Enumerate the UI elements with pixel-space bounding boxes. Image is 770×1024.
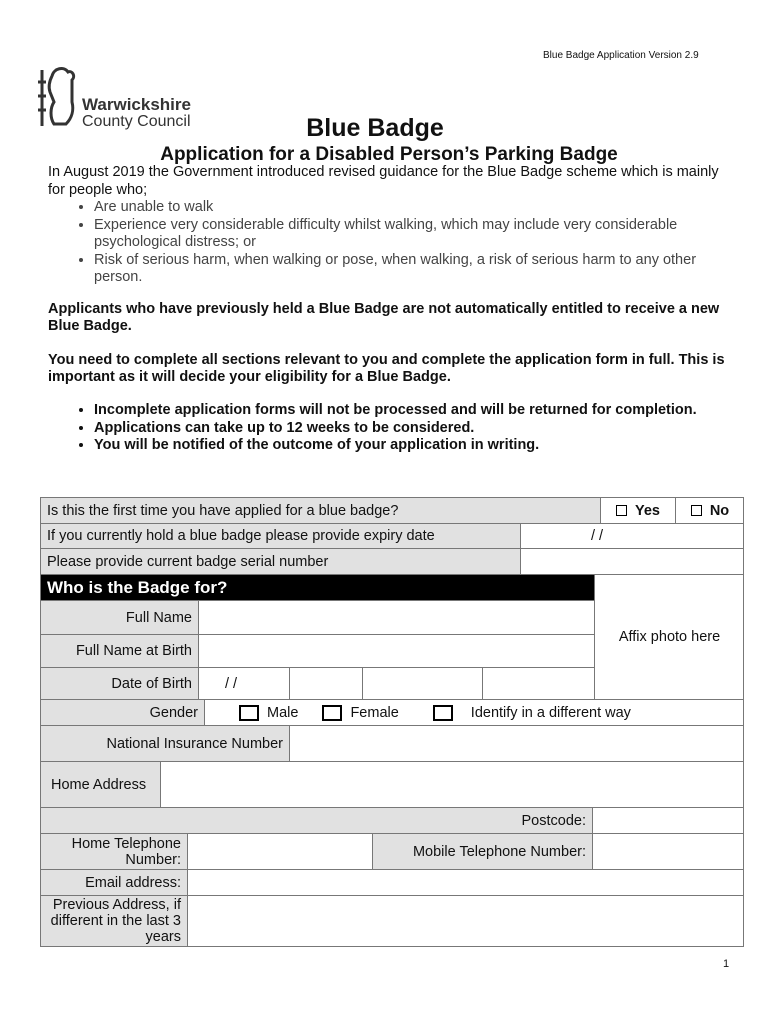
mobile-tel-label: Mobile Telephone Number:	[373, 834, 593, 870]
email-label: Email address:	[41, 870, 188, 896]
other-gender-checkbox[interactable]	[433, 705, 453, 721]
important-bullet: • Applications can take up to 12 weeks to be considered.	[94, 420, 748, 438]
photo-area[interactable]: Affix photo here	[595, 575, 744, 700]
checkbox-icon[interactable]	[691, 505, 702, 516]
dob-label: Date of Birth	[41, 668, 199, 700]
other-gender-label: Identify in a different way	[470, 704, 631, 721]
intro-text: In August 2019 the Government introduced revised guidance for the Blue Badge scheme which is mainly for people who;	[48, 164, 719, 198]
female-checkbox[interactable]	[322, 705, 342, 721]
mobile-tel-input[interactable]	[593, 834, 744, 870]
first-time-question: Is this the first time you have applied for a blue badge?	[41, 498, 601, 524]
checkbox-icon[interactable]	[616, 505, 627, 516]
ni-input[interactable]	[290, 726, 744, 762]
male-label: Male	[267, 704, 299, 721]
intro-section	[48, 164, 738, 287]
home-tel-input[interactable]	[188, 834, 373, 870]
logo-line2: County Council	[82, 113, 191, 130]
home-address-input[interactable]	[161, 762, 744, 808]
female-label: Female	[350, 704, 399, 721]
version-label: Blue Badge Application Version 2.9	[543, 50, 699, 61]
gender-options	[205, 700, 744, 726]
full-name-birth-input[interactable]	[199, 635, 595, 668]
full-name-input[interactable]	[199, 601, 595, 635]
male-checkbox[interactable]	[239, 705, 259, 721]
expiry-date-input[interactable]: / /	[521, 524, 744, 549]
intro-bullet: • Risk of serious harm, when walking or pose, when walking, a risk of serious harm to any other person.	[94, 252, 738, 287]
notice-previous-holders: Applicants who have previously held a Blue Badge are not automatically entitled to receive a new Blue Badge.	[48, 301, 720, 334]
page-title: Blue Badge	[306, 114, 444, 142]
gender-label: Gender	[41, 700, 205, 726]
dob-input[interactable]: / /	[199, 668, 290, 700]
expiry-question: If you currently hold a blue badge please provide expiry date	[41, 524, 521, 549]
intro-bullet: • Experience very considerable difficulty whilst walking, which may include very considerable psychological distress; or	[94, 217, 738, 252]
prev-address-input[interactable]	[188, 896, 744, 946]
first-time-yes-option[interactable]	[601, 498, 676, 524]
important-bullet: • You will be notified of the outcome of your application in writing.	[94, 437, 748, 455]
page-number: 1	[723, 958, 730, 970]
dob-field-3[interactable]	[363, 668, 483, 700]
yes-label: Yes	[635, 502, 660, 519]
full-name-label: Full Name	[41, 601, 199, 635]
intro-bullet: • Are unable to walk	[94, 199, 738, 217]
postcode-label: Postcode:	[41, 808, 593, 834]
logo-line1: Warwickshire	[82, 95, 191, 114]
email-input[interactable]	[188, 870, 744, 896]
ni-label: National Insurance Number	[41, 726, 290, 762]
prev-address-label: Previous Address, if different in the last 3 years	[41, 896, 188, 946]
home-tel-label: Home Telephone Number:	[41, 834, 188, 870]
page-subtitle: Application for a Disabled Person’s Parking Badge	[160, 144, 618, 165]
notice-complete-sections: You need to complete all sections relevant to you and complete the application form in full. This is important as it will decide your eligibility for a Blue Badge.	[48, 352, 725, 385]
full-name-birth-label: Full Name at Birth	[41, 635, 199, 668]
important-list	[48, 402, 748, 455]
important-bullet: • Incomplete application forms will not be processed and will be returned for completion.	[94, 402, 748, 420]
application-form	[40, 497, 744, 947]
postcode-input[interactable]	[593, 808, 744, 834]
section-header: Who is the Badge for?	[41, 575, 595, 601]
home-address-label: Home Address	[41, 762, 161, 808]
dob-field-2[interactable]	[290, 668, 363, 700]
no-label: No	[709, 502, 730, 519]
first-time-no-option[interactable]	[676, 498, 744, 524]
serial-question: Please provide current badge serial number	[41, 549, 521, 575]
serial-input[interactable]	[521, 549, 744, 575]
dob-field-4[interactable]	[483, 668, 595, 700]
